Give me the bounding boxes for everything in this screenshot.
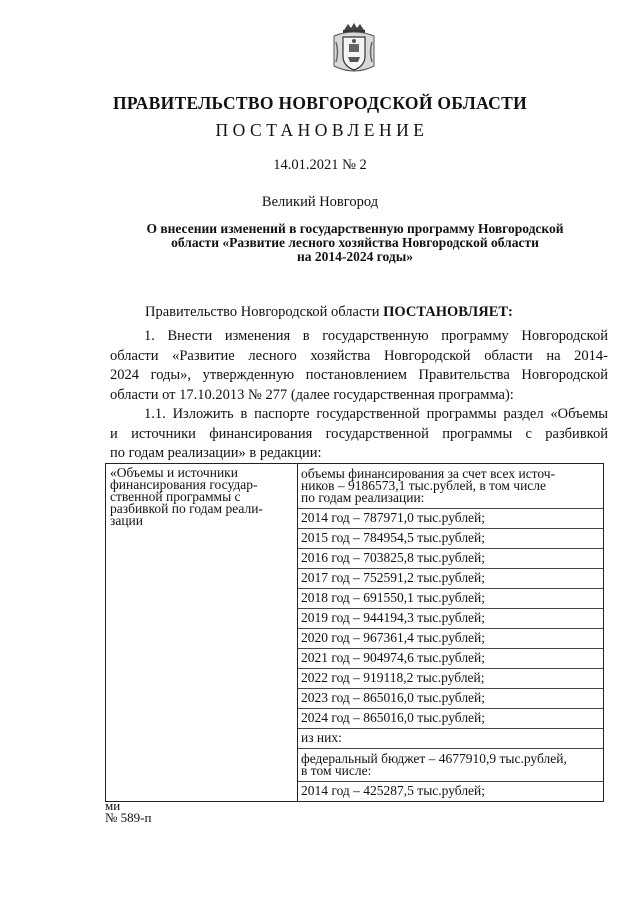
city: Великий Новгород (261, 194, 379, 210)
paragraph-line: области от 17.10.2013 № 277 (далее государственная программа): (110, 386, 514, 403)
paragraph-line: 1.1. Изложить в паспорте государственной программы раздел «Объемы (144, 406, 608, 422)
funding-table (105, 463, 604, 802)
of-them-label: из них: (298, 729, 603, 749)
intro-bold: ПОСТАНОВЛЯЕТ: (383, 304, 513, 320)
paragraph-line: 1. Внести изменения в государственную программу Новгородской (144, 328, 608, 344)
value-line: по годам реализации: (301, 490, 425, 505)
year-value: 2022 год – 919118,2 тыс.рублей; (298, 669, 603, 689)
funding-total (298, 464, 603, 509)
table-row (106, 464, 604, 802)
year-value: 2019 год – 944194,3 тыс.рублей; (298, 609, 603, 629)
year-value: 2017 год – 752591,2 тыс.рублей; (298, 569, 603, 589)
year-value: 2021 год – 904974,6 тыс.рублей; (298, 649, 603, 669)
label-line: финансирования государ- (110, 477, 258, 492)
year-value: 2018 год – 691550,1 тыс.рублей; (298, 589, 603, 609)
year-value: 2014 год – 787971,0 тыс.рублей; (298, 509, 603, 529)
intro-text: Правительство Новгородской области (145, 304, 384, 320)
value-line: объемы финансирования за счет всех источ- (301, 466, 556, 481)
value-line: ников – 9186573,1 тыс.рублей, в том числе (301, 478, 547, 493)
footer-initials: ми (105, 798, 121, 813)
year-value: 2024 год – 865016,0 тыс.рублей; (298, 709, 603, 729)
date-number: 14.01.2021 № 2 (273, 157, 367, 173)
paragraph-line: области «Развитие лесного хозяйства Новгородской области на 2014- (110, 347, 608, 364)
value-line: федеральный бюджет – 4677910,9 тыс.рублей, (301, 751, 567, 766)
document-type: ПОСТАНОВЛЕНИЕ (215, 120, 429, 140)
label-line: зации (110, 513, 143, 528)
subject-line: на 2014-2024 годы» (296, 249, 414, 264)
year-value: 2015 год – 784954,5 тыс.рублей; (298, 529, 603, 549)
value-line: в том числе: (301, 763, 372, 778)
table-value-cell (298, 464, 604, 802)
federal-year-value: 2014 год – 425287,5 тыс.рублей; (301, 783, 486, 798)
footer-doc-code: № 589-п (105, 810, 152, 825)
year-value: 2016 год – 703825,8 тыс.рублей; (298, 549, 603, 569)
footer (105, 800, 151, 824)
label-line: разбивкой по годам реали- (110, 501, 263, 516)
year-value: 2020 год – 967361,4 тыс.рублей; (298, 629, 603, 649)
paragraph-line: и источники финансирования государственной программы с разбивкой (110, 425, 608, 442)
year-value: 2023 год – 865016,0 тыс.рублей; (298, 689, 603, 709)
coat-of-arms-emblem (330, 22, 378, 78)
table-label-cell (106, 464, 298, 802)
government-title: ПРАВИТЕЛЬСТВО НОВГОРОДСКОЙ ОБЛАСТИ (113, 93, 527, 113)
paragraph-1 (110, 327, 608, 405)
paragraph-line: 2024 годы», утвержденную постановлением Правительства Новгородской (110, 367, 608, 383)
label-line: «Объемы и источники (110, 465, 238, 480)
paragraph-line: по годам реализации» в редакции: (110, 445, 322, 461)
label-line: ственной программы с (110, 489, 241, 504)
federal-budget (298, 749, 603, 782)
paragraph-1-1 (110, 405, 608, 464)
subject-line: области «Развитие лесного хозяйства Новгородской области (171, 235, 539, 250)
subject-heading (120, 222, 590, 264)
intro-statement (145, 304, 513, 321)
subject-line: О внесении изменений в государственную программу Новгородской (146, 221, 564, 236)
